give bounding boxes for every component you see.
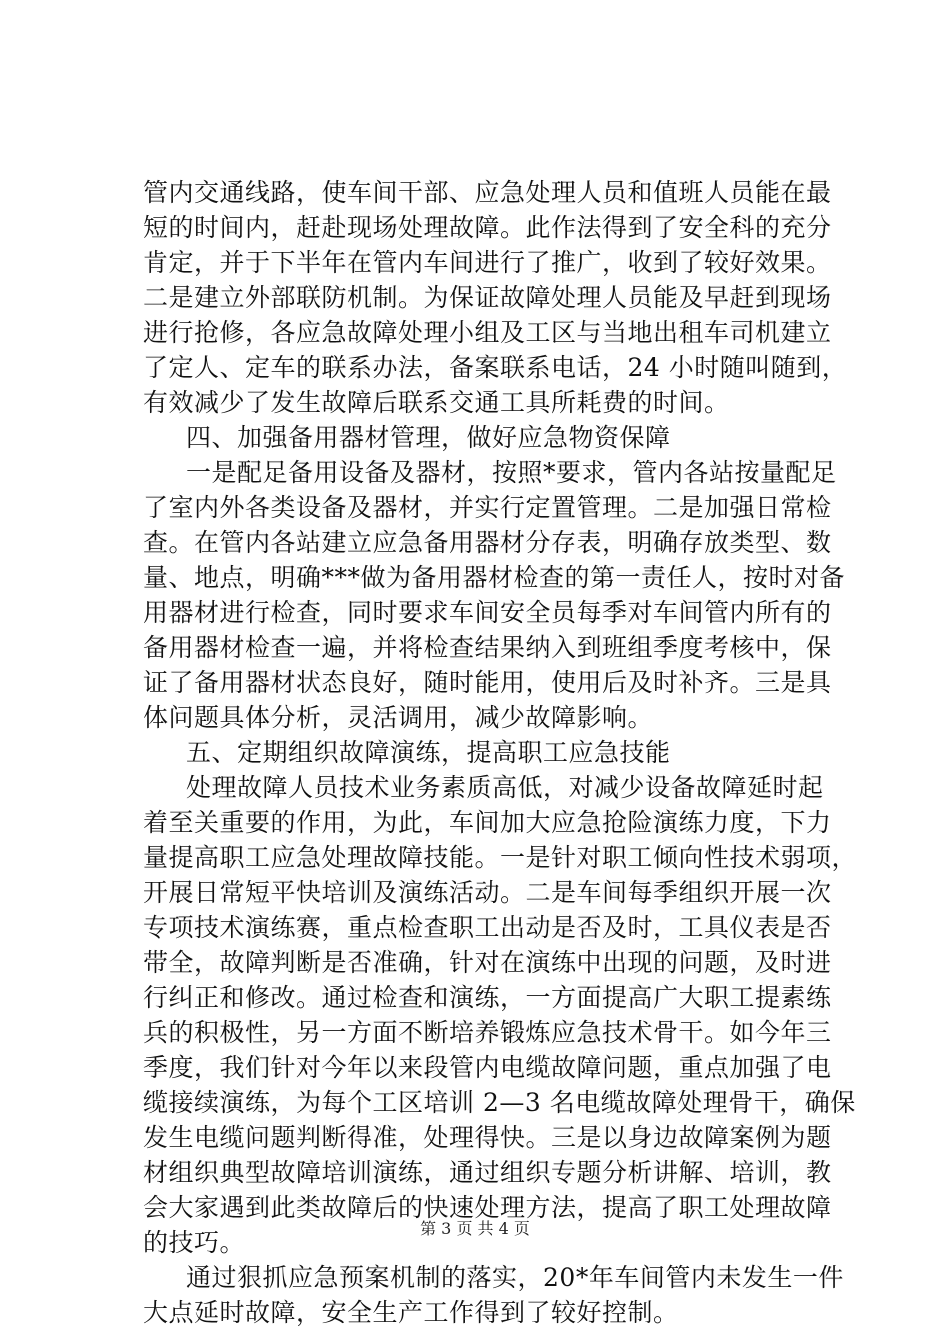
text-line: 量、地点，明确***做为备用器材检查的第一责任人，按时对备	[143, 563, 846, 592]
text-line: 会大家遇到此类故障后的快速处理方法，提高了职工处理故障	[143, 1193, 832, 1222]
text-line: 证了备用器材状态良好，随时能用，使用后及时补齐。三是具	[143, 668, 832, 697]
text-line: 行纠正和修改。通过检查和演练，一方面提高广大职工提素练	[143, 983, 832, 1012]
text-line: 有效减少了发生故障后联系交通工具所耗费的时间。	[143, 388, 730, 417]
text-line: 大点延时故障，安全生产工作得到了较好控制。	[143, 1298, 679, 1327]
text-line: 发生电缆问题判断得准，处理得快。三是以身边故障案例为题	[143, 1123, 832, 1152]
text-line: 短的时间内，赶赴现场处理故障。此作法得到了安全科的充分	[143, 213, 832, 242]
text-line: 季度，我们针对今年以来段管内电缆故障问题，重点加强了电	[143, 1053, 832, 1082]
text-line: 着至关重要的作用，为此，车间加大应急抢险演练力度，下力	[143, 808, 832, 837]
text-line: 五、定期组织故障演练，提高职工应急技能	[186, 738, 671, 767]
text-line: 处理故障人员技术业务素质高低，对减少设备故障延时起	[186, 773, 824, 802]
text-line: 四、加强备用器材管理，做好应急物资保障	[186, 423, 671, 452]
text-line: 兵的积极性，另一方面不断培养锻炼应急技术骨干。如今年三	[143, 1018, 832, 1047]
text-line: 的技巧。	[143, 1228, 246, 1257]
text-line: 带全，故障判断是否准确，针对在演练中出现的问题，及时进	[143, 948, 832, 977]
text-line: 体问题具体分析，灵活调用，减少故障影响。	[143, 703, 654, 732]
document-body	[143, 175, 858, 1330]
text-line: 管内交通线路，使车间干部、应急处理人员和值班人员能在最	[143, 178, 832, 207]
text-line: 一是配足备用设备及器材，按照*要求，管内各站按量配足	[186, 458, 837, 487]
text-line: 查。在管内各站建立应急备用器材分存表，明确存放类型、数	[143, 528, 832, 557]
text-line: 专项技术演练赛，重点检查职工出动是否及时，工具仪表是否	[143, 913, 832, 942]
text-line: 了定人、定车的联系办法，备案联系电话，24 小时随叫随到，	[143, 353, 848, 382]
text-line: 进行抢修，各应急故障处理小组及工区与当地出租车司机建立	[143, 318, 832, 347]
text-line: 用器材进行检查，同时要求车间安全员每季对车间管内所有的	[143, 598, 832, 627]
text-line: 了室内外各类设备及器材，并实行定置管理。二是加强日常检	[143, 493, 832, 522]
text-line: 通过狠抓应急预案机制的落实，20*年车间管内未发生一件	[186, 1263, 844, 1292]
text-line: 肯定，并于下半年在管内车间进行了推广，收到了较好效果。	[143, 248, 832, 277]
text-line: 量提高职工应急处理故障技能。一是针对职工倾向性技术弱项，	[143, 843, 858, 872]
text-line: 开展日常短平快培训及演练活动。二是车间每季组织开展一次	[143, 878, 832, 907]
page-footer: 第 3 页 共 4 页	[420, 1219, 530, 1238]
text-line: 二是建立外部联防机制。为保证故障处理人员能及早赶到现场	[143, 283, 832, 312]
text-line: 材组织典型故障培训演练，通过组织专题分析讲解、培训，教	[143, 1158, 832, 1187]
text-line: 缆接续演练，为每个工区培训 2—3 名电缆故障处理骨干，确保	[143, 1088, 856, 1117]
text-line: 备用器材检查一遍，并将检查结果纳入到班组季度考核中，保	[143, 633, 832, 662]
